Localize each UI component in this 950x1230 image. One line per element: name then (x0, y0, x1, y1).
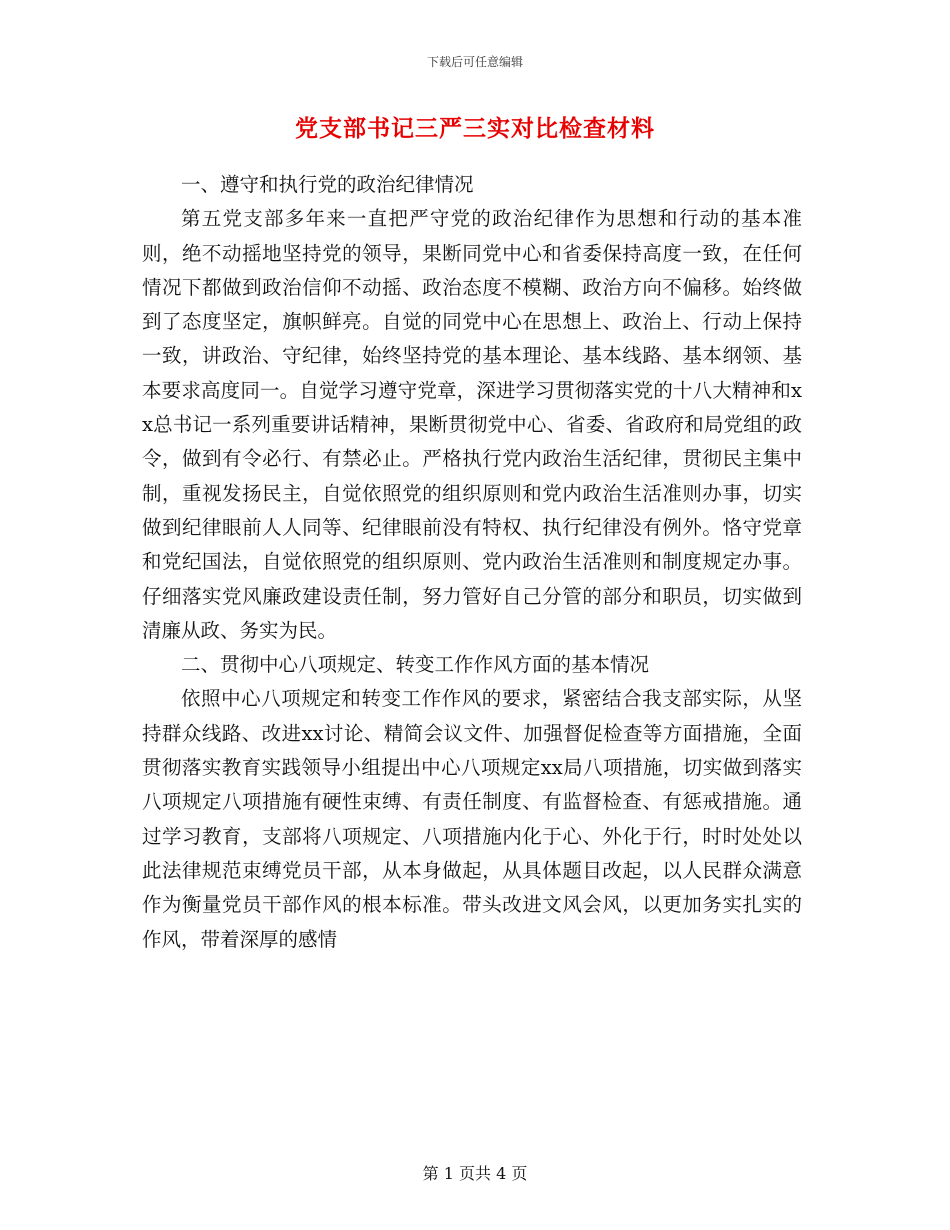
body-paragraph-1: 第五党支部多年来一直把严守党的政治纪律作为思想和行动的基本准则，绝不动摇地坚持党的领导，果断同党中心和省委保持高度一致，在任何情况下都做到政治信仰不动摇、政治态度不模糊、政治方向不偏移。始终做到了态度坚定，旗帜鲜亮。自觉的同党中心在思想上、政治上、行动上保持一致，讲政治、守纪律，始终坚持党的基本理论、基本线路、基本纲领、基本要求高度同一。自觉学习遵守党章，深进学习贯彻落实党的十八大精神和xx总书记一系列重要讲话精神，果断贯彻党中心、省委、省政府和局党组的政令，做到有令必行、有禁必止。严格执行党内政治生活纪律，贯彻民主集中制，重视发扬民主，自觉依照党的组织原则和党内政治生活准则办事，切实做到纪律眼前人人同等、纪律眼前没有特权、执行纪律没有例外。恪守党章和党纪国法，自觉依照党的组织原则、党内政治生活准则和制度规定办事。仔细落实党风廉政建设责任制，努力管好自己分管的部分和职员，切实做到清廉从政、务实为民。 (142, 207, 802, 642)
section-heading-2: 二、贯彻中心八项规定、转变工作作风方面的基本情况 (181, 653, 650, 677)
page-header-note: 下载后可任意编辑 (426, 55, 523, 69)
body-paragraph-2: 依照中心八项规定和转变工作作风的要求，紧密结合我支部实际，从坚持群众线路、改进xx讨论、精简会议文件、加强督促检查等方面措施，全面贯彻落实教育实践领导小组提出中心八项规定xx局八项措施，切实做到落实八项规定八项措施有硬性束缚、有责任制度、有监督检查、有惩戒措施。通过学习教育，支部将八项规定、八项措施内化于心、外化于行，时时处处以此法律规范束缚党员干部，从本身做起，从具体题目改起，以人民群众满意作为衡量党员干部作风的根本标准。带头改进文风会风，以更加务实扎实的作风，带着深厚的感情 (142, 687, 802, 951)
section-heading-1: 一、遵守和执行党的政治纪律情况 (181, 173, 474, 196)
document-title: 党支部书记三严三实对比检查材料 (295, 115, 655, 142)
document-body (142, 168, 802, 957)
page-number: 第 1 页共 4 页 (422, 1164, 528, 1183)
